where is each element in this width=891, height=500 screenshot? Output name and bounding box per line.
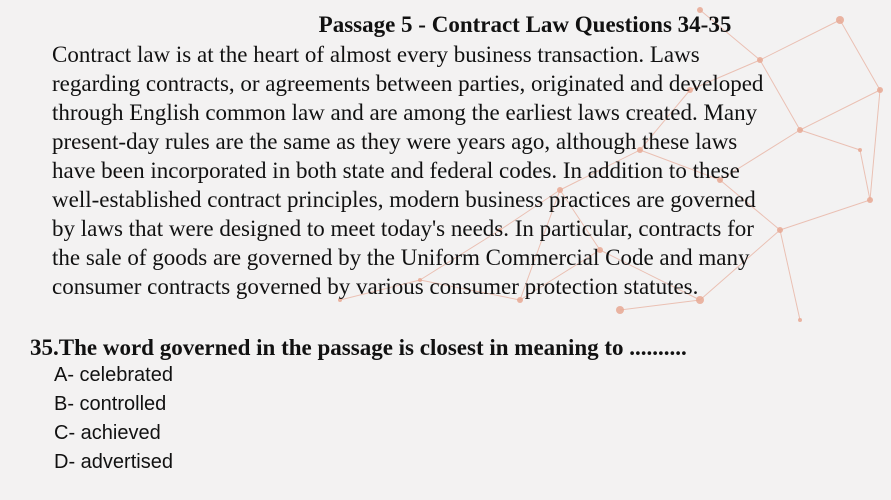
passage-line: by laws that were designed to meet today's needs. In particular, contracts for (52, 216, 754, 241)
passage-line: regarding contracts, or agreements between parties, originated and developed (52, 71, 764, 96)
passage-line: consumer contracts governed by various consumer protection statutes. (52, 274, 699, 299)
passage-line: through English common law and are among the earliest laws created. Many (52, 100, 758, 125)
passage-title: Passage 5 - Contract Law Questions 34-35 (318, 12, 732, 37)
option-a[interactable]: A- celebrated (54, 364, 173, 386)
passage-line: present-day rules are the same as they were years ago, although these laws (52, 129, 738, 154)
option-b[interactable]: B- controlled (54, 393, 167, 415)
passage-line: Contract law is at the heart of almost every business transaction. Laws (52, 42, 700, 67)
option-d[interactable]: D- advertised (54, 451, 173, 473)
passage-text (52, 40, 882, 301)
passage-line: the sale of goods are governed by the Uniform Commercial Code and many (52, 245, 750, 270)
option-c[interactable]: C- achieved (54, 422, 161, 444)
passage-line: well-established contract principles, modern business practices are governed (52, 187, 756, 212)
question-text: 35.The word governed in the passage is closest in meaning to .......... (30, 335, 687, 360)
passage-line: have been incorporated in both state and federal codes. In addition to these (52, 158, 740, 183)
